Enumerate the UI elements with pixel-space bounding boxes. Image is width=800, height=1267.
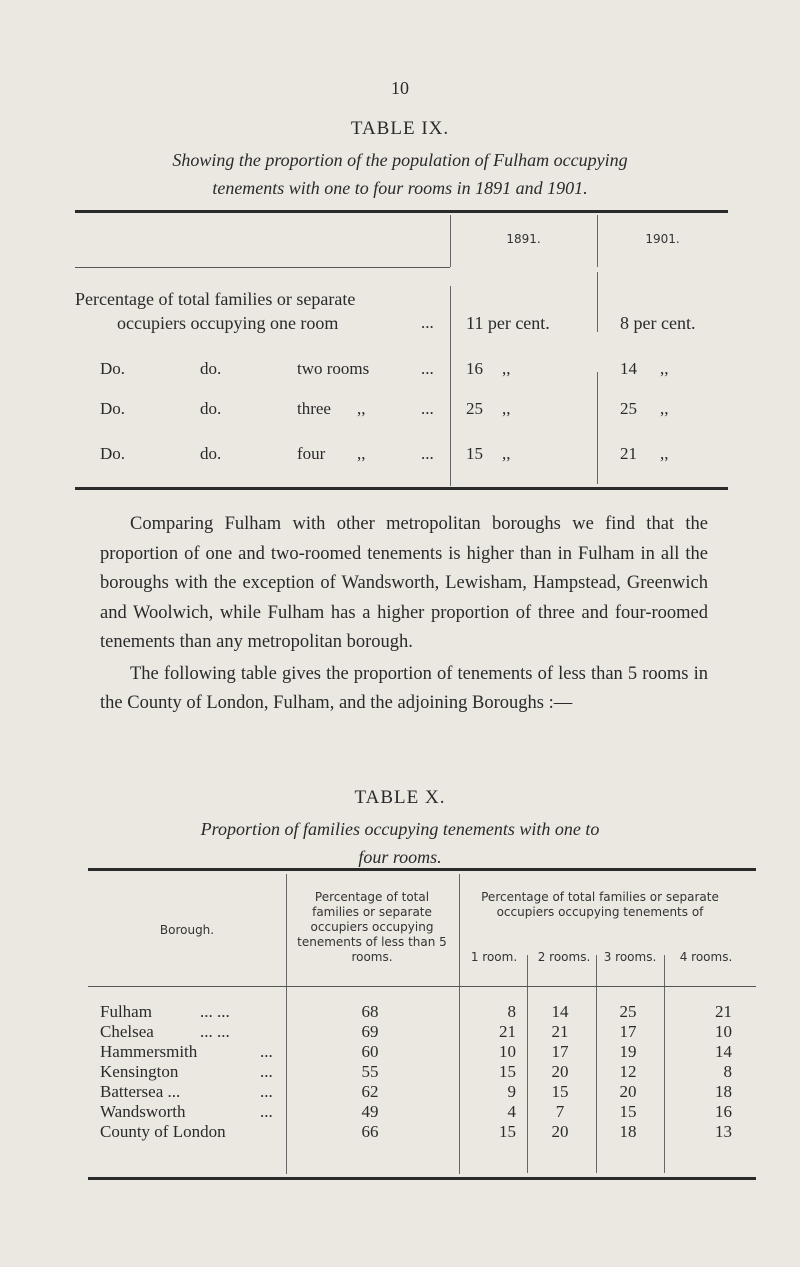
table-9-ditto-mark: ,, [660,444,669,463]
table-9-ditto-mark: ,, [660,359,669,378]
cell-1-room: 10 [499,1042,516,1061]
cell-3-rooms: 20 [619,1082,637,1101]
table-9-cell: 25 [620,399,637,418]
table-9-ditto-mark: ,, [502,399,511,418]
table-row [0,1082,800,1102]
table-9-rooms: two rooms [297,359,370,378]
table-9-rooms: four [297,444,326,463]
table-9-dots: ... [421,313,434,332]
table-10-header-rule [88,986,756,987]
table-9-ditto-mark: ,, [357,399,366,418]
cell-4-rooms: 16 [715,1102,732,1121]
cell-3-rooms: 18 [619,1122,637,1141]
dots: ... [260,1062,273,1081]
table-9-title: TABLE IX. [350,118,450,139]
cell-4-rooms: 18 [715,1082,732,1101]
table-9-dots: ... [421,399,434,418]
table-10-bottom-rule [88,1177,756,1180]
cell-total: 62 [361,1082,379,1101]
table-9-caption-line1: Showing the proportion of the population of Fulham occupying [172,150,628,170]
cell-2-rooms: 7 [555,1102,565,1121]
table-row [0,1122,800,1142]
table-9-cell: 21 [620,444,637,463]
table-10-header-total: Percentage of total families or separate occupiers occupying tenements of less than 5 rooms. [297,890,447,964]
table-10-header-borough: Borough. [159,923,215,937]
table-9-cell: 11 per cent. [466,313,550,333]
cell-4-rooms: 14 [715,1042,732,1061]
cell-3-rooms: 12 [619,1062,637,1081]
cell-total: 49 [361,1102,379,1121]
table-9-bottom-rule [75,487,728,490]
table-9-cell: 15 [466,444,483,463]
page-number: 10 [391,78,409,98]
cell-2-rooms: 20 [551,1122,569,1141]
table-10-header-2-rooms: 2 rooms. [537,950,591,964]
cell-total: 55 [361,1062,379,1081]
table-9-ditto: do. [200,359,222,378]
dots: ... ... [200,1022,230,1041]
cell-4-rooms: 21 [715,1002,732,1021]
borough-name: Fulham [100,1002,152,1021]
cell-4-rooms: 10 [715,1022,732,1041]
dots: ... ... [200,1002,230,1021]
table-9-cell: 8 per cent. [620,313,696,333]
table-9-cell: 16 [466,359,483,378]
table-10-header-group: Percentage of total families or separate occupiers occupying tenements of [481,890,719,919]
cell-4-rooms: 13 [715,1122,732,1141]
borough-name: Kensington [100,1062,179,1081]
table-9-ditto-mark: ,, [660,399,669,418]
table-9-ditto-mark: ,, [502,444,511,463]
paragraph: The following table gives the proportion of tenements of less than 5 rooms in the County of London, Fulham, and the adjoining Boroughs :— [100,663,708,713]
cell-1-room: 15 [499,1062,516,1081]
table-9-dots: ... [421,444,434,463]
cell-1-room: 21 [499,1022,516,1041]
cell-2-rooms: 15 [551,1082,569,1101]
cell-3-rooms: 15 [619,1102,637,1121]
table-9-ditto-mark: ,, [502,359,511,378]
cell-4-rooms: 8 [723,1062,732,1081]
table-10-header-1-room: 1 room. [470,950,518,964]
table-9-cell: 25 [466,399,483,418]
dots: ... [260,1082,273,1101]
table-9-ditto: do. [200,444,222,463]
dots: ... [260,1102,273,1121]
borough-name: Hammersmith [100,1042,198,1061]
table-9-caption [90,146,710,202]
cell-2-rooms: 17 [551,1042,569,1061]
borough-name: Battersea ... [100,1082,181,1101]
body-text [100,510,708,719]
table-9-divider [450,286,451,486]
table-9-do: Do. [100,444,126,463]
borough-name: County of London [100,1122,226,1141]
cell-3-rooms: 17 [619,1022,637,1041]
cell-total: 60 [361,1042,379,1061]
table-9-row-label: occupiers occupying one room [117,313,339,333]
cell-2-rooms: 14 [551,1002,569,1021]
cell-3-rooms: 19 [619,1042,637,1061]
table-10-caption [90,815,710,871]
cell-total: 69 [361,1022,379,1041]
table-row [0,1002,800,1022]
table-9-cell: 14 [620,359,637,378]
table-10-caption-line1: Proportion of families occupying tenements with one to [200,819,600,839]
table-9-caption-line2: tenements with one to four rooms in 1891 and 1901. [212,178,588,198]
table-10-title: TABLE X. [354,787,446,808]
table-9-do: Do. [100,359,126,378]
cell-total: 68 [361,1002,379,1021]
table-10-top-rule [88,868,756,871]
borough-name: Wandsworth [100,1102,186,1121]
table-10-header-4-rooms: 4 rooms. [679,950,733,964]
table-9-dots: ... [421,359,434,378]
cell-2-rooms: 20 [551,1062,569,1081]
table-9-row-label: Percentage of total families or separate [75,289,356,309]
dots: ... [260,1042,273,1061]
cell-1-room: 4 [507,1102,516,1121]
table-9-do: Do. [100,399,126,418]
table-9-top-rule [75,210,728,213]
table-10-caption-line2: four rooms. [358,847,442,867]
table-row [0,1042,800,1062]
paragraph: Comparing Fulham with other metropolitan boroughs we find that the proportion of one and two-roomed tenements is higher than in Fulham in all the boroughs with the exception of Wandsworth, Lewisham, Hampstead, Greenwich and Woolwich, while Fulham has a higher proportion of three and four-roomed tenements than any metropolitan borough. [100,514,708,652]
table-9-ditto: do. [200,399,222,418]
table-10-header-3-rooms: 3 rooms. [603,950,657,964]
cell-2-rooms: 21 [551,1022,569,1041]
table-9-rooms: three [297,399,331,418]
cell-total: 66 [361,1122,379,1141]
table-row [0,1062,800,1082]
cell-1-room: 9 [507,1082,516,1101]
table-9-header-1891: 1891. [506,232,541,246]
table-9-header-rule [75,267,450,268]
cell-1-room: 8 [507,1002,516,1021]
table-9-divider [597,372,598,484]
borough-name: Chelsea [100,1022,154,1041]
table-row [0,1102,800,1122]
table-9-header-1901: 1901. [645,232,680,246]
cell-1-room: 15 [499,1122,516,1141]
cell-3-rooms: 25 [619,1002,637,1021]
table-9-ditto-mark: ,, [357,444,366,463]
table-9-divider [597,272,598,332]
table-row [0,1022,800,1042]
